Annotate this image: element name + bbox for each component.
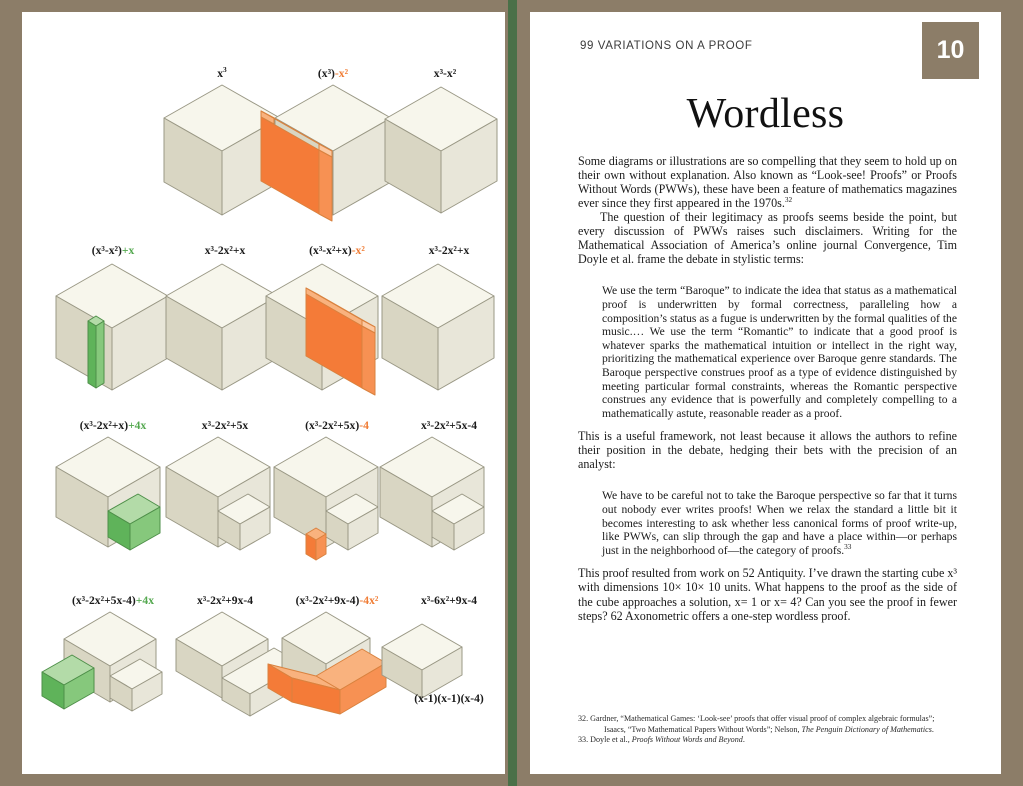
blockquote-text: We use the term “Baroque” to indicate the idea that status as a mathematical proof is underwritten by formal correctness, paralleling how a composition’s status as a fugue is underwritten by the formal qualities of the music.… We use the term “Romantic” to indicate that a good proof is whatever sparks the mathematical intuition or intellect in the right way, prioritizing the mathematical experience over Baroque genre standards. The Baroque perspective construes proof as a type of evidence distinguished by meeting particular formal constraints, whereas the Romantic perspective construes any evidence that is powerfully and completely compelling to a mathematically astute, reasonable reader as a proof. — [602, 284, 957, 420]
paragraph-text: This proof resulted from work on 52 Antiquity. I’ve drawn the starting cube x³ with dimensions 10× 10× 10 units. What happens to the proof as the side of the cube approaches a solution, x= 1 or x= 4? Can you see the proof in fewer steps? 62 Axonometric offers a one-step wordless proof. — [578, 566, 958, 623]
figure-label: (x³-x²)+x — [91, 244, 135, 257]
paragraph — [578, 566, 957, 622]
cube-diagram — [366, 67, 524, 227]
blockquote-text: We have to be careful not to take the Baroque perspective so far that it turns out nobody ever writes proofs! When we relax the standard a little bit it becomes interesting to ask whether less canonical forms of proof write-up, like PWWs, can slip through the gap and have a place within—or perhaps just in the neighborhood of—the category of proofs. — [602, 489, 957, 557]
running-head: 99 VARIATIONS ON A PROOF — [580, 40, 753, 52]
footnote-number: 33. — [578, 735, 589, 745]
figure-grid — [22, 12, 505, 774]
paragraph-text: Some diagrams or illustrations are so compelling that they seem to hold up on their own without explanation. Also known as “Look-see! Proofs” or Proofs Without Words (PWWs), these have been a feature of mathematics magazines ever since they first appeared in the 1970s. — [578, 154, 957, 211]
figure-label: x³-2x²+5x-4 — [420, 419, 478, 432]
figure-label: (x³-x²+x)-x² — [309, 244, 365, 257]
operation-orange: -4x² — [359, 594, 379, 607]
footnote-title-italic: Proofs Without Words and Beyond — [631, 735, 743, 745]
figure-label: (x³-2x²+5x-4)+4x — [72, 594, 154, 607]
cube-diagram — [370, 244, 528, 409]
left-page — [22, 12, 505, 774]
figure-label: (x³-2x²+x)+4x — [79, 419, 147, 432]
operation-green: +4x — [135, 594, 154, 607]
figure-r2c4 — [370, 244, 528, 409]
footnote-item — [578, 714, 963, 725]
spacer — [578, 266, 957, 275]
figure-r3c4 — [370, 419, 528, 584]
footnote-text: . — [742, 735, 745, 745]
operation-orange: -x² — [334, 67, 349, 80]
footnote-item — [578, 735, 963, 746]
paragraph — [578, 429, 957, 471]
paragraph-text: This is a useful framework, not least because it allows the authors to refine their position in the debate, hedging their bets with the precision of an analyst: — [578, 429, 957, 472]
footnotes — [578, 714, 963, 746]
right-page — [530, 12, 1001, 774]
figure-label: x³-2x²+9x-4 — [196, 594, 254, 607]
footnote-text: Gardner, “Mathematical Games: ‘Look-see’ proofs that offer visual proof of complex algebraic formulas”; — [590, 714, 935, 724]
spacer — [578, 471, 957, 480]
operation-orange: -x² — [351, 244, 365, 257]
footnote-title-italic: The Penguin Dictionary of Mathematics — [801, 724, 932, 734]
body-column — [578, 154, 957, 623]
footnote-number: 32. — [578, 714, 589, 724]
paragraph — [578, 154, 957, 210]
figure-label: (x³-2x²+5x)-4 — [305, 419, 369, 432]
cube-diagram-ledge — [370, 419, 528, 584]
operation-orange: -4 — [359, 419, 369, 432]
figure-label: x³-x² — [433, 67, 457, 80]
chapter-title: Wordless — [686, 91, 845, 137]
paragraph — [578, 210, 957, 266]
factored-form-caption: (x-1)(x-1)(x-4) — [414, 692, 484, 705]
figure-r1c3 — [366, 67, 524, 227]
blockquote — [602, 489, 957, 557]
figure-label: (x³)-x² — [317, 67, 349, 80]
footnote-ref: 32 — [784, 195, 793, 205]
operation-green: +4x — [128, 419, 147, 432]
figure-label: x³-2x²+x — [204, 244, 246, 257]
footnote-text: Doyle et al., — [590, 735, 632, 745]
figure-label: x³-2x²+x — [428, 244, 470, 257]
figure-label: (x³-2x²+9x-4)-4x² — [295, 594, 379, 607]
paragraph-text: The question of their legitimacy as proofs seems beside the point, but every discussion of PWWs raises such disclaimers. Writing for the Mathematical Association of America’s online journal Convergence, Tim Doyle et al. frame the debate in stylistic terms: — [578, 210, 957, 267]
footnote-text: Isaacs, “Two Mathematical Papers Without Words”; Nelson, — [604, 724, 802, 734]
footnote-continuation — [578, 725, 963, 736]
blockquote — [602, 284, 957, 420]
figure-label: x³-6x²+9x-4 — [420, 594, 478, 607]
figure-label: $x^3$ — [217, 65, 227, 80]
footnote-text: . — [931, 724, 934, 734]
figure-label: x³-2x²+5x — [201, 419, 249, 432]
page-number-badge: 10 — [922, 22, 979, 79]
footnote-ref: 33 — [844, 541, 852, 551]
operation-green: +x — [121, 244, 135, 257]
